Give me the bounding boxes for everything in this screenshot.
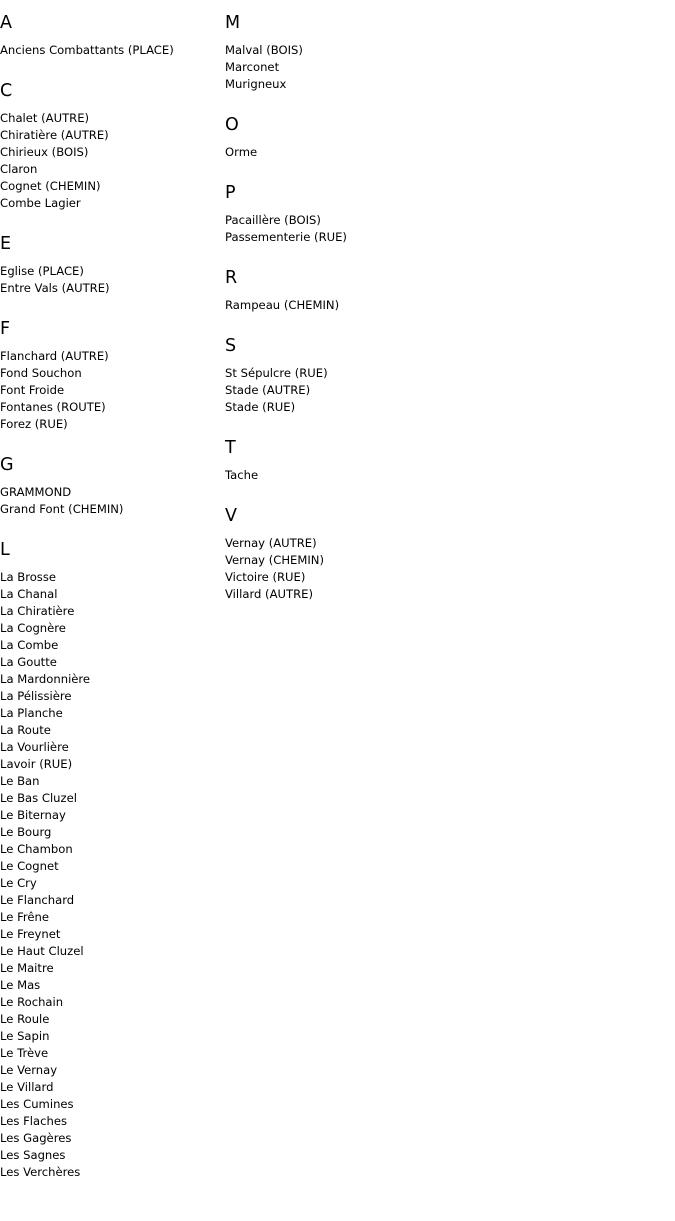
street-entry[interactable]: Le Chambon — [0, 842, 73, 856]
entry-list — [225, 365, 445, 416]
street-entry[interactable]: Le Trève — [0, 1046, 49, 1060]
street-entry[interactable]: Flanchard (AUTRE) — [0, 349, 109, 363]
street-index-left-column — [0, 12, 220, 1202]
street-entry[interactable]: Stade (RUE) — [225, 400, 296, 414]
street-entry[interactable]: Lavoir (RUE) — [0, 757, 73, 771]
street-entry[interactable]: Le Mas — [0, 978, 41, 992]
letter-heading: L — [0, 540, 10, 560]
street-entry[interactable]: Le Flanchard — [0, 893, 75, 907]
letter-heading: V — [225, 506, 237, 526]
entry-list — [0, 42, 220, 59]
letter-heading: E — [0, 234, 12, 254]
street-entry[interactable]: Chalet (AUTRE) — [0, 111, 90, 125]
letter-group — [0, 454, 220, 518]
street-entry[interactable]: Anciens Combattants (PLACE) — [0, 43, 174, 57]
street-entry[interactable]: Fond Souchon — [0, 366, 82, 380]
letter-heading: R — [225, 268, 238, 288]
street-entry[interactable]: Les Flaches — [0, 1114, 68, 1128]
street-entry[interactable]: Passementerie (RUE) — [225, 230, 347, 244]
street-entry[interactable]: Le Roule — [0, 1012, 50, 1026]
letter-group — [225, 335, 445, 416]
street-entry[interactable]: Combe Lagier — [0, 196, 81, 210]
street-entry[interactable]: Chirieux (BOIS) — [0, 145, 89, 159]
street-entry[interactable]: Les Cumines — [0, 1097, 74, 1111]
street-entry[interactable]: Le Cry — [0, 876, 37, 890]
street-entry[interactable]: GRAMMOND — [0, 485, 72, 499]
street-entry[interactable]: Victoire (RUE) — [225, 570, 306, 584]
entry-list — [225, 467, 445, 484]
street-index-right-column — [225, 12, 445, 624]
street-entry[interactable]: Cognet (CHEMIN) — [0, 179, 101, 193]
entry-list — [0, 348, 220, 433]
street-entry[interactable]: La Cognère — [0, 621, 66, 635]
street-entry[interactable]: Grand Font (CHEMIN) — [0, 502, 124, 516]
letter-heading: S — [225, 336, 237, 356]
street-entry[interactable]: Les Verchères — [0, 1165, 81, 1179]
street-entry[interactable]: Marconet — [225, 60, 280, 74]
street-entry[interactable]: Le Villard — [0, 1080, 54, 1094]
letter-group — [0, 539, 220, 1181]
letter-group — [225, 12, 445, 93]
entry-list — [225, 297, 445, 314]
street-entry[interactable]: La Planche — [0, 706, 63, 720]
street-entry[interactable]: Le Vernay — [0, 1063, 58, 1077]
street-entry[interactable]: La Pélissière — [0, 689, 72, 703]
street-entry[interactable]: Chiratière (AUTRE) — [0, 128, 109, 142]
letter-heading: M — [225, 13, 241, 33]
street-entry[interactable]: Fontanes (ROUTE) — [0, 400, 106, 414]
letter-heading: A — [0, 13, 12, 33]
street-entry[interactable]: La Goutte — [0, 655, 57, 669]
street-entry[interactable]: Le Sapin — [0, 1029, 50, 1043]
street-entry[interactable]: La Chanal — [0, 587, 58, 601]
letter-group — [0, 12, 220, 59]
street-entry[interactable]: Pacaillère (BOIS) — [225, 213, 321, 227]
street-entry[interactable]: La Combe — [0, 638, 59, 652]
street-entry[interactable]: Font Froide — [0, 383, 65, 397]
letter-group — [225, 182, 445, 246]
entry-list — [0, 569, 220, 1181]
letter-group — [225, 505, 445, 603]
letter-group — [0, 233, 220, 297]
entry-list — [0, 484, 220, 518]
street-entry[interactable]: Malval (BOIS) — [225, 43, 303, 57]
street-entry[interactable]: Les Sagnes — [0, 1148, 66, 1162]
entry-list — [0, 110, 220, 212]
street-entry[interactable]: Orme — [225, 145, 258, 159]
letter-heading: P — [225, 183, 236, 203]
street-entry[interactable]: St Sépulcre (RUE) — [225, 366, 328, 380]
street-entry[interactable]: La Route — [0, 723, 51, 737]
letter-heading: O — [225, 115, 239, 135]
street-entry[interactable]: La Brosse — [0, 570, 57, 584]
street-entry[interactable]: Le Bas Cluzel — [0, 791, 77, 805]
entry-list — [225, 42, 445, 93]
street-entry[interactable]: Claron — [0, 162, 38, 176]
street-entry[interactable]: Le Biternay — [0, 808, 66, 822]
entry-list — [0, 263, 220, 297]
street-entry[interactable]: Rampeau (CHEMIN) — [225, 298, 340, 312]
street-entry[interactable]: Le Rochain — [0, 995, 64, 1009]
letter-group — [225, 437, 445, 484]
letter-group — [225, 114, 445, 161]
street-entry[interactable]: Stade (AUTRE) — [225, 383, 311, 397]
street-entry[interactable]: La Chiratière — [0, 604, 75, 618]
letter-group — [225, 267, 445, 314]
street-entry[interactable]: Villard (AUTRE) — [225, 587, 313, 601]
letter-group — [0, 318, 220, 433]
entry-list — [225, 212, 445, 246]
letter-heading: G — [0, 455, 14, 475]
street-entry[interactable]: Le Frêne — [0, 910, 50, 924]
street-entry[interactable]: Le Ban — [0, 774, 40, 788]
street-entry[interactable]: Entre Vals (AUTRE) — [0, 281, 110, 295]
entry-list — [225, 535, 445, 603]
street-entry[interactable]: Vernay (CHEMIN) — [225, 553, 325, 567]
street-entry[interactable]: Murigneux — [225, 77, 287, 91]
street-entry[interactable]: La Mardonnière — [0, 672, 91, 686]
letter-heading: F — [0, 319, 11, 339]
street-entry[interactable]: Tache — [225, 468, 259, 482]
street-entry[interactable]: Forez (RUE) — [0, 417, 68, 431]
letter-group — [0, 80, 220, 212]
street-entry[interactable]: Le Haut Cluzel — [0, 944, 84, 958]
letter-heading: C — [0, 81, 13, 101]
entry-list — [225, 144, 445, 161]
street-entry[interactable]: Les Gagères — [0, 1131, 72, 1145]
street-entry[interactable]: Le Cognet — [0, 859, 59, 873]
street-entry[interactable]: Vernay (AUTRE) — [225, 536, 317, 550]
street-entry[interactable]: Le Bourg — [0, 825, 52, 839]
letter-heading: T — [225, 438, 236, 458]
street-entry[interactable]: Eglise (PLACE) — [0, 264, 84, 278]
street-entry[interactable]: Le Freynet — [0, 927, 61, 941]
street-entry[interactable]: La Vourlière — [0, 740, 69, 754]
street-entry[interactable]: Le Maitre — [0, 961, 54, 975]
